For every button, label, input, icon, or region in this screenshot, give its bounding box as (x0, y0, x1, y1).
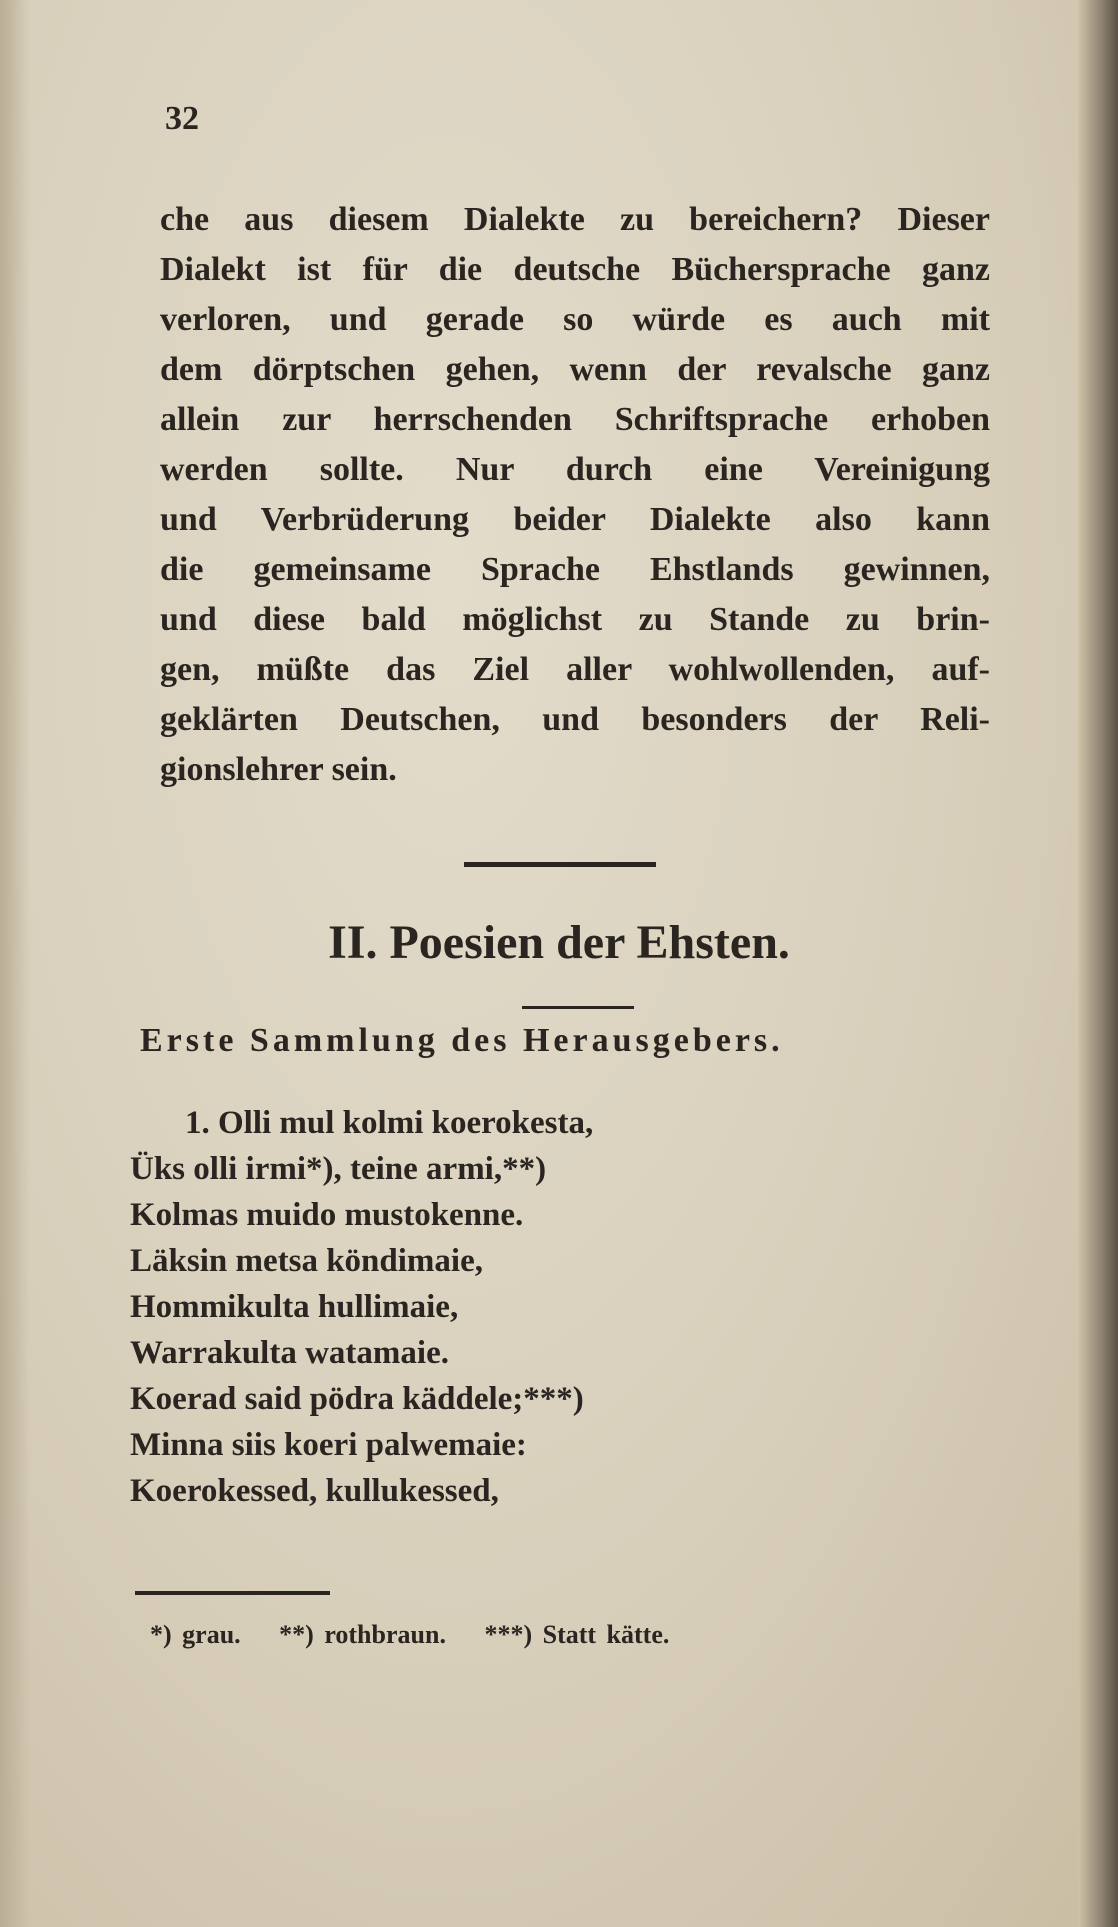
text-line: gen, müßte das Ziel aller wohlwollenden, auf- (160, 651, 990, 688)
poem-line: Minna siis koeri palwemaie: (130, 1427, 527, 1463)
text-line: geklärten Deutschen, und besonders der Reli- (160, 701, 990, 738)
poem-line: Koerokessed, kullukessed, (130, 1473, 499, 1509)
section-divider (464, 862, 656, 867)
text-line: und diese bald möglichst zu Stande zu brin- (160, 601, 990, 638)
footnote: ***) Statt kätte. (484, 1620, 670, 1649)
text-line: und Verbrüderung beider Dialekte also kann (160, 501, 990, 538)
footnotes (150, 1620, 697, 1650)
poem-line: Üks olli irmi*), teine armi,**) (130, 1151, 547, 1187)
text-line: werden sollte. Nur durch eine Vereinigung (160, 451, 990, 488)
footnote-divider (135, 1591, 330, 1595)
page-number: 32 (165, 100, 199, 137)
poem-line: Koerad said pödra käddele;***) (130, 1381, 584, 1417)
poem-line: Läksin metsa köndimaie, (130, 1243, 483, 1279)
text-line: Dialekt ist für die deutsche Büchersprache ganz (160, 251, 990, 288)
text-line: che aus diesem Dialekte zu bereichern? Dieser (160, 201, 990, 238)
text-line: die gemeinsame Sprache Ehstlands gewinnen, (160, 551, 990, 588)
subheading: Erste Sammlung des Herausgebers. (140, 1022, 784, 1059)
poem-line: 1. Olli mul kolmi koerokesta, (185, 1105, 594, 1141)
footnote: *) grau. (150, 1620, 241, 1649)
section-heading: II. Poesien der Ehsten. (328, 916, 790, 969)
footnote: **) rothbraun. (279, 1620, 446, 1649)
poem (130, 1100, 593, 1514)
text-line: verloren, und gerade so würde es auch mit (160, 301, 990, 338)
text-line: gionslehrer sein. (160, 751, 397, 788)
text-line: allein zur herrschenden Schriftsprache erhoben (160, 401, 990, 438)
heading-divider (522, 1006, 634, 1009)
text-line: dem dörptschen gehen, wenn der revalsche ganz (160, 351, 990, 388)
poem-line: Warrakulta watamaie. (130, 1335, 449, 1371)
poem-line: Hommikulta hullimaie, (130, 1289, 459, 1325)
poem-line: Kolmas muido mustokenne. (130, 1197, 524, 1233)
body-text (160, 195, 990, 795)
